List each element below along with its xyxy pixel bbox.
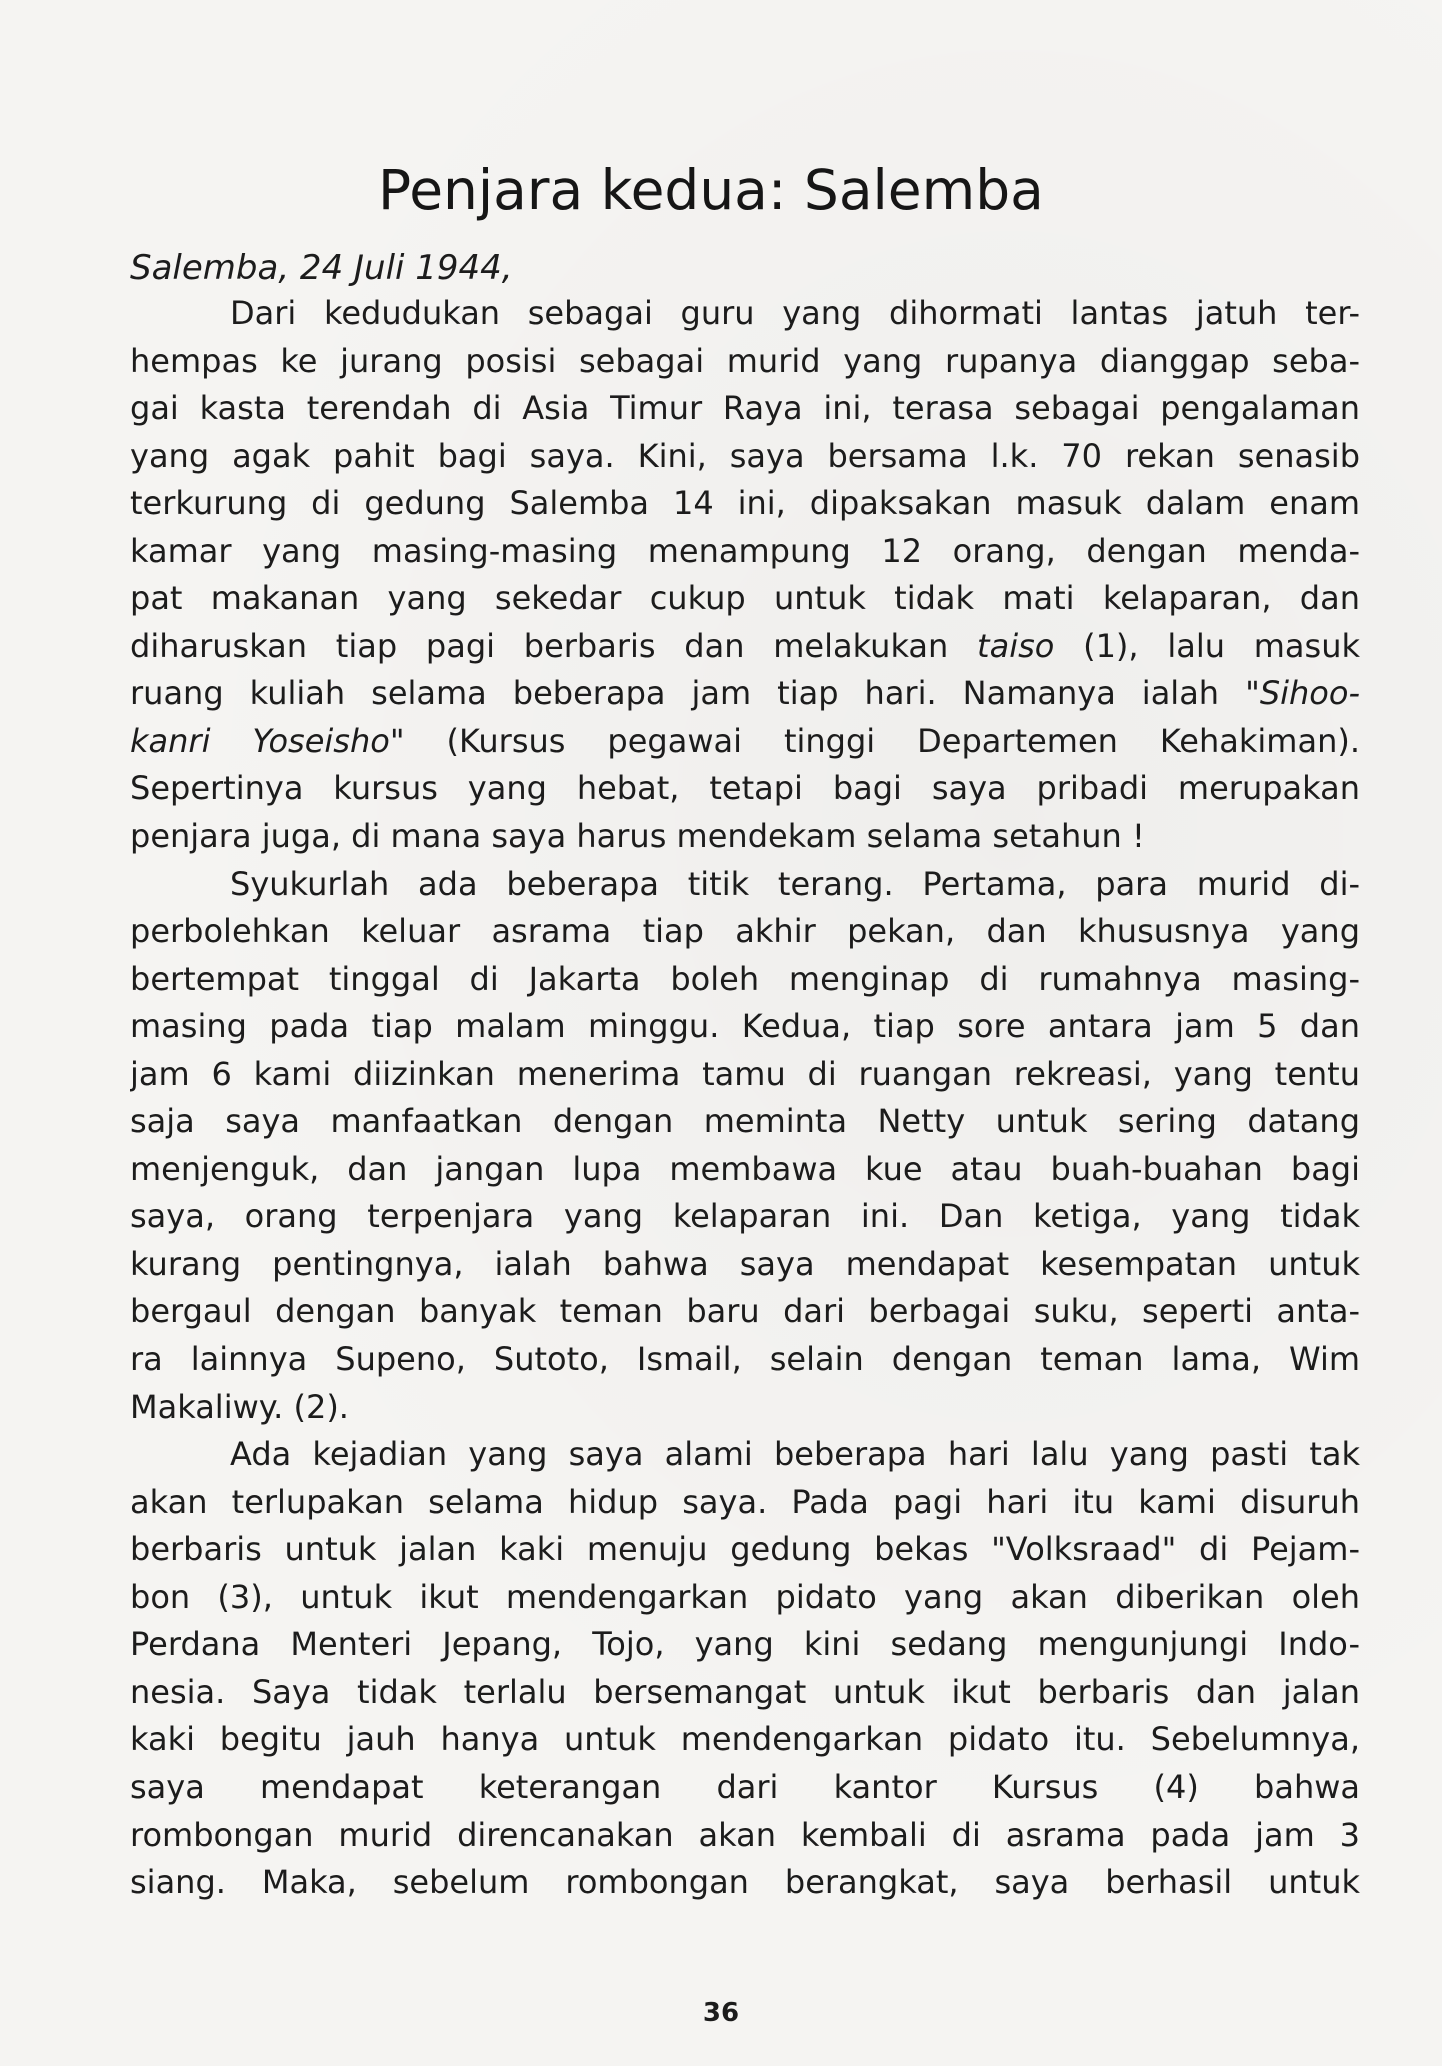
text-line: hempas ke jurang posisi sebagai murid yang rupanya dianggap seba-	[130, 341, 1360, 380]
text-line: gai kasta terendah di Asia Timur Raya ini, terasa sebagai pengalaman	[130, 389, 1360, 428]
body-text	[130, 290, 1360, 1907]
text-line: saya mendapat keterangan dari kantor Kursus (4) bahwa	[130, 1767, 1360, 1806]
italic-term: Sihoo-	[1259, 674, 1360, 713]
text-line: terkurung di gedung Salemba 14 ini, dipaksakan masuk dalam enam	[130, 484, 1360, 523]
text-line: yang agak pahit bagi saya. Kini, saya bersama l.k. 70 rekan senasib	[130, 436, 1360, 475]
text-line: saja saya manfaatkan dengan meminta Netty untuk sering datang	[130, 1102, 1360, 1141]
text-line: rombongan murid direncanakan akan kembali di asrama pada jam 3	[130, 1815, 1360, 1854]
text-line: penjara juga, di mana saya harus mendekam selama setahun !	[130, 817, 1145, 856]
text-segment: diharuskan tiap pagi berbaris dan melakukan	[130, 626, 978, 665]
text-line: bergaul dengan banyak teman baru dari berbagai suku, seperti anta-	[130, 1292, 1360, 1331]
text-segment: ruang kuliah selama beberapa jam tiap hari. Namanya ialah "	[130, 674, 1260, 713]
text-line	[130, 670, 1360, 718]
text-line: Syukurlah ada beberapa titik terang. Pertama, para murid di-	[230, 864, 1360, 903]
italic-term: kanri Yoseisho	[130, 721, 390, 760]
text-segment: (1), lalu masuk	[1054, 626, 1360, 665]
text-line: Sepertinya kursus yang hebat, tetapi bagi saya pribadi merupakan	[130, 769, 1360, 808]
text-segment: " (Kursus pegawai tinggi Departemen Kehakiman).	[389, 721, 1360, 760]
page-title: Penjara kedua: Salemba	[378, 157, 1044, 222]
text-line	[130, 623, 1360, 671]
text-line: Makaliwy. (2).	[130, 1387, 349, 1426]
text-line: bertempat tinggal di Jakarta boleh menginap di rumahnya masing-	[130, 959, 1360, 998]
page-number: 36	[702, 1998, 740, 2028]
text-line: Ada kejadian yang saya alami beberapa hari lalu yang pasti tak	[230, 1435, 1360, 1474]
text-line: kurang pentingnya, ialah bahwa saya mendapat kesempatan untuk	[130, 1244, 1360, 1283]
text-line: menjenguk, dan jangan lupa membawa kue atau buah-buahan bagi	[130, 1149, 1360, 1188]
text-line: saya, orang terpenjara yang kelaparan ini. Dan ketiga, yang tidak	[130, 1197, 1360, 1236]
text-line: kamar yang masing-masing menampung 12 orang, dengan menda-	[130, 531, 1360, 570]
text-line: nesia. Saya tidak terlalu bersemangat untuk ikut berbaris dan jalan	[130, 1672, 1360, 1711]
text-line: Dari kedudukan sebagai guru yang dihormati lantas jatuh ter-	[230, 294, 1360, 332]
text-line: masing pada tiap malam minggu. Kedua, tiap sore antara jam 5 dan	[130, 1007, 1360, 1046]
text-line: akan terlupakan selama hidup saya. Pada pagi hari itu kami disuruh	[130, 1482, 1360, 1521]
italic-term: taiso	[977, 626, 1055, 665]
text-line: pat makanan yang sekedar cukup untuk tidak mati kelaparan, dan	[130, 579, 1360, 618]
text-line: Perdana Menteri Jepang, Tojo, yang kini sedang mengunjungi Indo-	[130, 1625, 1360, 1664]
dateline: Salemba, 24 Juli 1944,	[130, 248, 513, 288]
text-line: kaki begitu jauh hanya untuk mendengarkan pidato itu. Sebelumnya,	[130, 1720, 1360, 1759]
text-line: siang. Maka, sebelum rombongan berangkat, saya berhasil untuk	[130, 1863, 1360, 1902]
text-line: jam 6 kami diizinkan menerima tamu di ruangan rekreasi, yang tentu	[130, 1054, 1360, 1093]
text-line: bon (3), untuk ikut mendengarkan pidato yang akan diberikan oleh	[130, 1577, 1360, 1616]
text-line: ra lainnya Supeno, Sutoto, Ismail, selain dengan teman lama, Wim	[130, 1340, 1360, 1379]
text-line: perbolehkan keluar asrama tiap akhir pekan, dan khususnya yang	[130, 912, 1360, 951]
text-line: berbaris untuk jalan kaki menuju gedung bekas "Volksraad" di Pejam-	[130, 1530, 1360, 1569]
text-line	[130, 718, 1360, 766]
